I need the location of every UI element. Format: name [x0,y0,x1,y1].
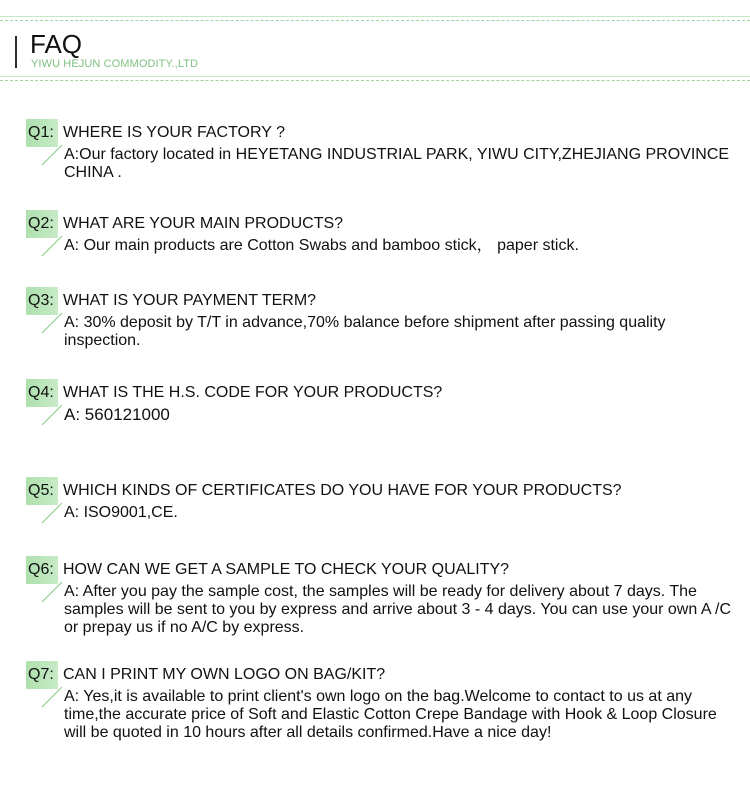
answer-text: A: 560121000 [64,405,170,424]
slash-decoration-icon [40,311,64,335]
answer-text: A: 30% deposit by T/T in advance,70% balance before shipment after passing quality inspection. [64,314,666,349]
page-title: FAQ [30,29,83,59]
header-bottom-dashed-rule [0,80,750,81]
question-text: WHERE IS YOUR FACTORY ? [63,124,285,141]
answer-text: A: ISO9001,CE. [64,504,178,521]
faq-item-3 [0,287,750,357]
header-bottom-rule [0,76,750,77]
question-tag: Q3: [26,287,58,315]
question-text: WHAT IS THE H.S. CODE FOR YOUR PRODUCTS? [63,384,443,401]
faq-item-6 [0,556,750,636]
slash-decoration-icon [40,501,64,525]
slash-decoration-icon [40,685,64,709]
question-tag: Q4: [26,379,58,407]
faq-item-5 [0,477,750,547]
slash-decoration-icon [40,234,64,258]
header-top-rule [0,16,750,17]
faq-item-1 [0,119,750,189]
slash-decoration-icon [40,403,64,427]
faq-item-4 [0,379,750,449]
question-tag: Q2: [26,210,58,238]
answer-text: A: Yes,it is available to print client's own logo on the bag.Welcome to contact to us at any time,the accurate price of Soft and Elastic Cotton Crepe Bandage with Hook & Loop Closure will be quoted in 10 hours after all details confirmed.Have a nice day! [64,688,717,741]
question-text: WHAT IS YOUR PAYMENT TERM? [63,292,317,309]
question-text: CAN I PRINT MY OWN LOGO ON BAG/KIT? [63,666,386,683]
header-top-dashed-rule [0,20,750,21]
slash-decoration-icon [40,580,64,604]
question-tag: Q6: [26,556,58,584]
question-tag: Q7: [26,661,58,689]
title-accent-bar [15,36,17,68]
answer-text: A:Our factory located in HEYETANG INDUSTRIAL PARK, YIWU CITY,ZHEJIANG PROVINCE CHINA . [64,146,730,181]
question-tag: Q1: [26,119,58,147]
slash-decoration-icon [40,143,64,167]
question-text: HOW CAN WE GET A SAMPLE TO CHECK YOUR QUALITY? [63,561,510,578]
question-text: WHAT ARE YOUR MAIN PRODUCTS? [63,215,344,232]
question-text: WHICH KINDS OF CERTIFICATES DO YOU HAVE FOR YOUR PRODUCTS? [63,482,622,499]
faq-item-2 [0,210,750,280]
faq-item-7 [0,661,750,741]
company-name: YIWU HEJUN COMMODITY.,LTD [31,58,199,70]
question-tag: Q5: [26,477,58,505]
answer-text: A: Our main products are Cotton Swabs and bamboo stick， paper stick. [64,237,579,254]
answer-text: A: After you pay the sample cost, the samples will be ready for delivery about 7 days. The samples will be sent to you by express and arrive about 3 - 4 days. You can use your own A /C or prepay us if no A/C by express. [64,583,732,636]
